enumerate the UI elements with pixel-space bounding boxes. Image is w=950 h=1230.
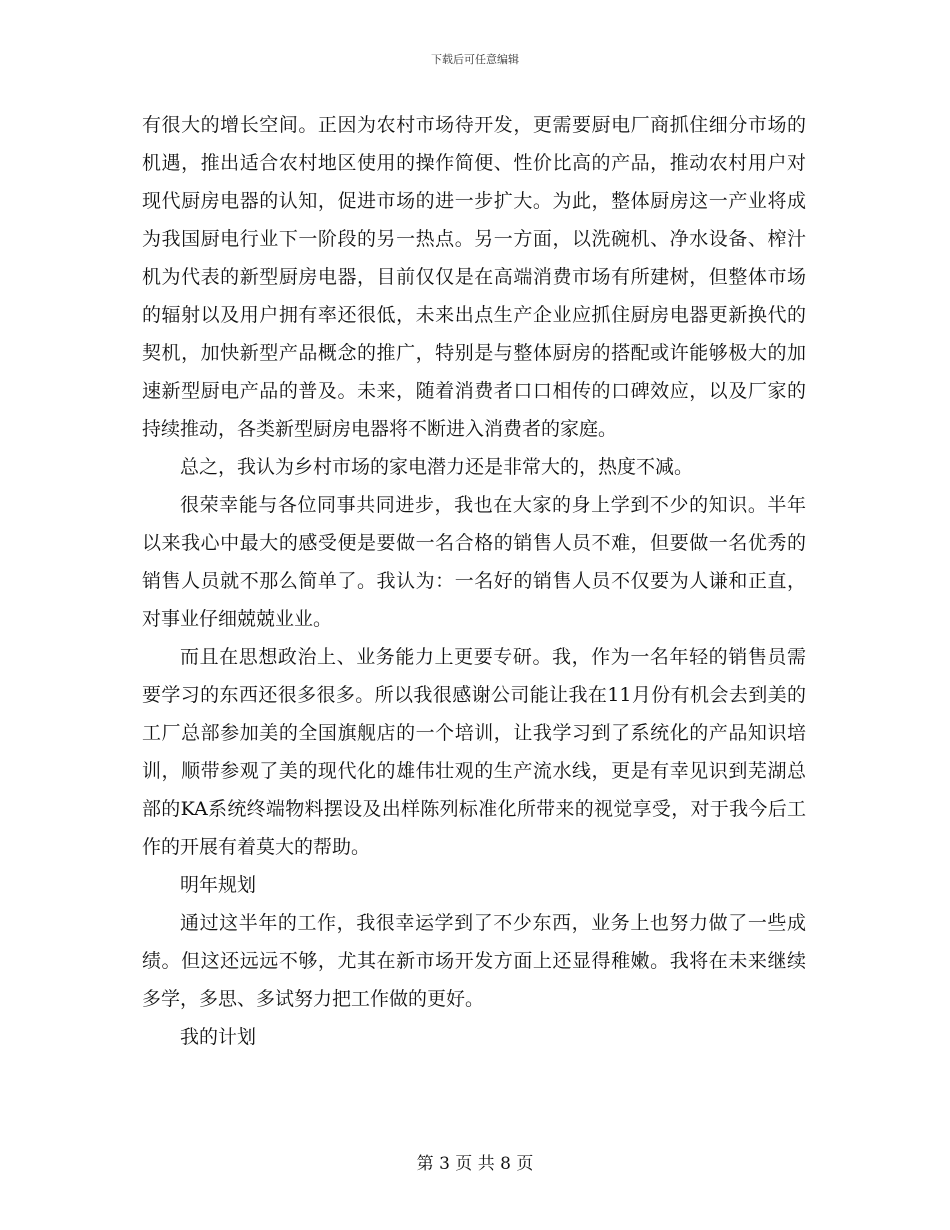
paragraph-colleagues: 很荣幸能与各位同事共同进步，我也在大家的身上学到不少的知识。半年以来我心中最大的感受便是要做一名合格的销售人员不难，但要做一名优秀的销售人员就不那么简单了。我认为：一名好的销售人员不仅要为人谦和正直，对事业仔细兢兢业业。 — [142, 494, 806, 630]
page-number: 第 3 页 共 8 页 — [416, 1154, 534, 1174]
page-header: 下载后可任意编辑 — [431, 53, 519, 66]
paragraph-continuation: 有很大的增长空间。正因为农村市场待开发，更需要厨电厂商抓住细分市场的机遇，推出适合农村地区使用的操作简便、性价比高的产品，推动农村用户对现代厨房电器的认知，促进市场的进一步扩大。为此，整体厨房这一产业将成为我国厨电行业下一阶段的另一热点。另一方面，以洗碗机、净水设备、榨汁机为代表的新型厨房电器，目前仅仅是在高端消费市场有所建树，但整体市场的辐射以及用户拥有率还很低，未来出点生产企业应抓住厨房电器更新换代的契机，加快新型产品概念的推广，特别是与整体厨房的搭配或许能够极大的加速新型厨电产品的普及。未来，随着消费者口口相传的口碑效应，以及厂家的持续推动，各类新型厨房电器将不断进入消费者的家庭。 — [142, 114, 806, 440]
paragraph-training: 而且在思想政治上、业务能力上更要专研。我，作为一名年轻的销售员需要学习的东西还很多很多。所以我很感谢公司能让我在11月份有机会去到美的工厂总部参加美的全国旗舰店的一个培训，让我学习到了系统化的产品知识培训，顺带参观了美的现代化的雄伟壮观的生产流水线，更是有幸见识到芜湖总部的KA系统终端物料摆设及出样陈列标准化所带来的视觉享受，对于我今后工作的开展有着莫大的帮助。 — [142, 646, 806, 858]
paragraph-conclusion: 总之，我认为乡村市场的家电潜力还是非常大的，热度不减。 — [180, 456, 694, 478]
paragraph-summary: 通过这半年的工作，我很幸运学到了不少东西，业务上也努力做了一些成绩。但这还远远不够，尤其在新市场开发方面上还显得稚嫩。我将在未来继续多学，多思、多试努力把工作做的更好。 — [142, 912, 806, 1010]
document-body — [142, 106, 806, 1056]
section-heading-my-plan: 我的计划 — [180, 1026, 257, 1048]
section-heading-next-year-plan: 明年规划 — [180, 874, 257, 896]
